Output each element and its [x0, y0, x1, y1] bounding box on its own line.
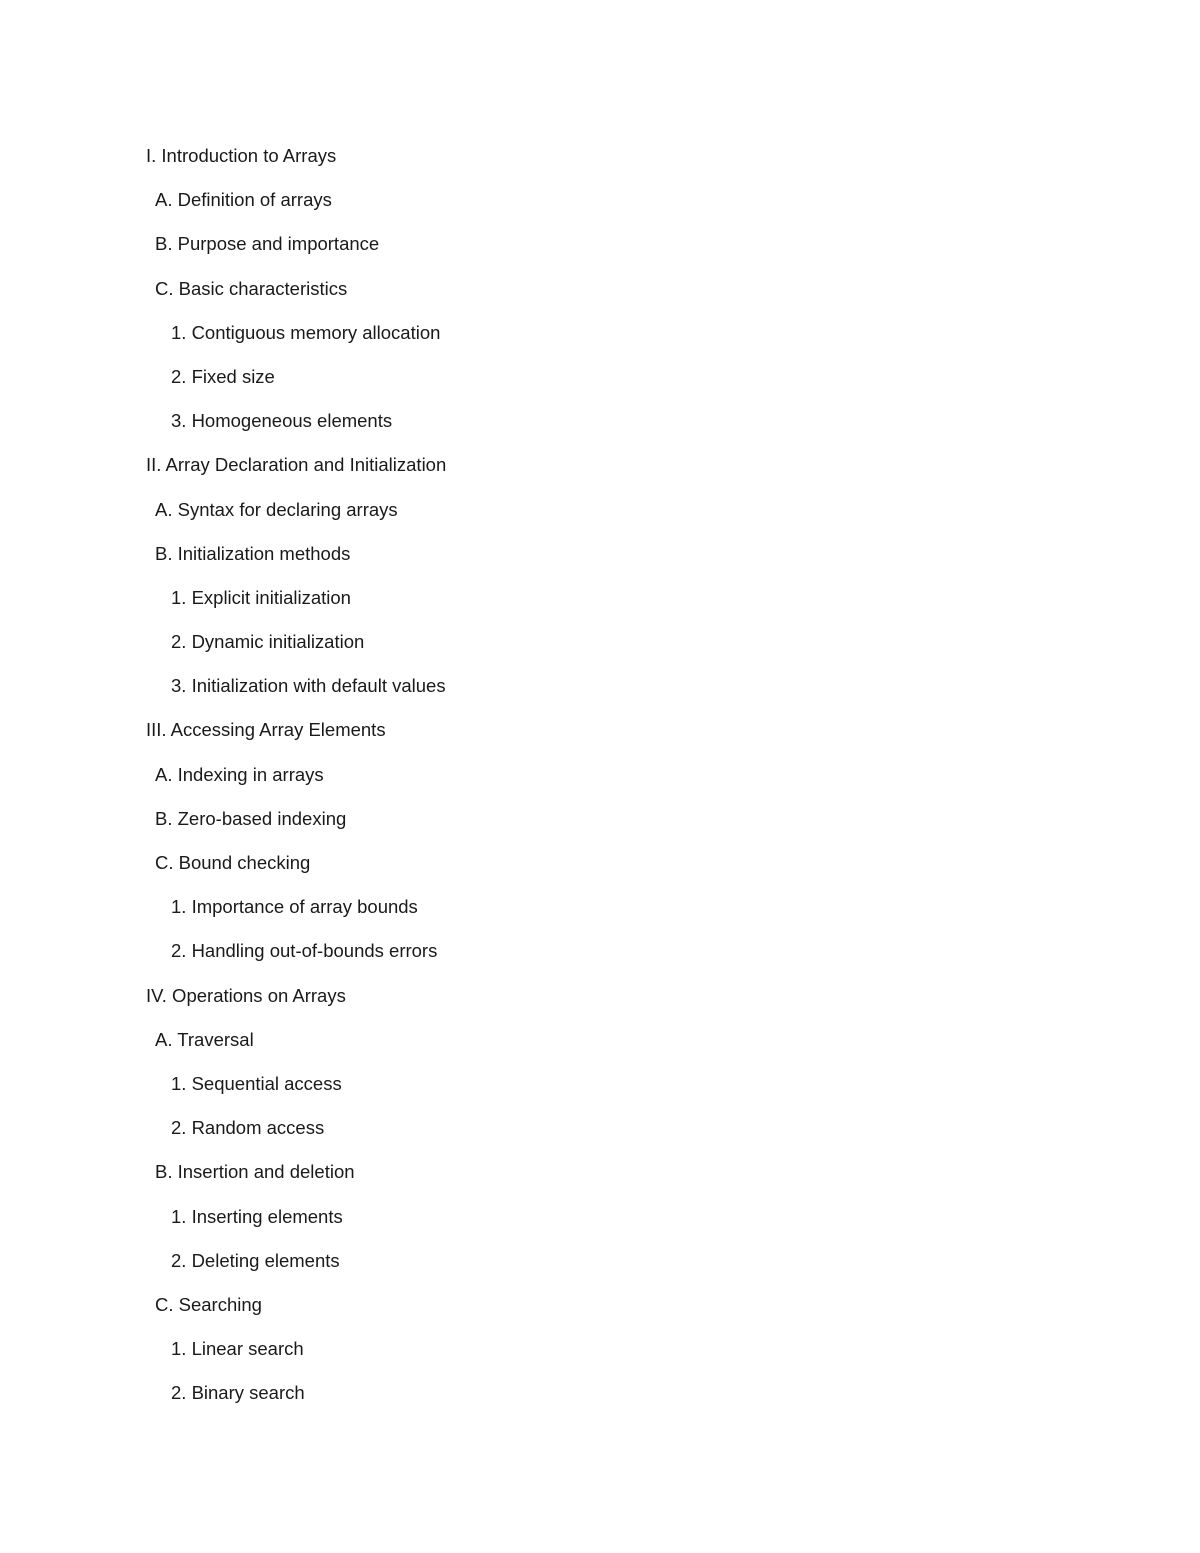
outline-list: [146, 142, 446, 1423]
outline-subsection-line: A. Traversal: [155, 1028, 254, 1050]
outline-item-line: 2. Dynamic initialization: [171, 631, 365, 653]
outline-item-line: 2. Handling out-of-bounds errors: [171, 940, 438, 962]
outline-subsection-line: A. Definition of arrays: [155, 189, 332, 211]
outline-subsection-line: B. Insertion and deletion: [155, 1161, 355, 1183]
outline-subsection-line: B. Purpose and importance: [155, 233, 380, 255]
outline-item-line: 2. Deleting elements: [171, 1249, 340, 1271]
outline-section-line: IV. Operations on Arrays: [146, 984, 346, 1006]
outline-item-line: 1. Linear search: [171, 1338, 304, 1360]
outline-item-line: 1. Inserting elements: [171, 1205, 343, 1227]
outline-item-line: 1. Explicit initialization: [171, 586, 351, 608]
outline-subsection-line: C. Searching: [155, 1293, 262, 1315]
outline-item-line: 3. Homogeneous elements: [171, 410, 393, 432]
outline-item-line: 2. Random access: [171, 1117, 325, 1139]
outline-section-line: I. Introduction to Arrays: [146, 145, 337, 166]
outline-item-line: 1. Importance of array bounds: [171, 896, 418, 918]
outline-item-line: 2. Fixed size: [171, 365, 275, 387]
outline-subsection-line: B. Initialization methods: [155, 542, 351, 564]
outline-item-line: 1. Sequential access: [171, 1072, 342, 1094]
outline-subsection-line: A. Indexing in arrays: [155, 763, 324, 785]
outline-item-line: 1. Contiguous memory allocation: [171, 321, 441, 343]
outline-subsection-line: A. Syntax for declaring arrays: [155, 498, 398, 520]
outline-section-line: II. Array Declaration and Initialization: [146, 454, 447, 476]
outline-subsection-line: C. Bound checking: [155, 852, 311, 873]
outline-item-line: 2. Binary search: [171, 1382, 305, 1404]
outline-subsection-line: B. Zero-based indexing: [155, 807, 347, 829]
outline-item-line: 3. Initialization with default values: [171, 675, 446, 697]
outline-subsection-line: C. Basic characteristics: [155, 277, 348, 299]
outline-section-line: III. Accessing Array Elements: [146, 719, 386, 741]
